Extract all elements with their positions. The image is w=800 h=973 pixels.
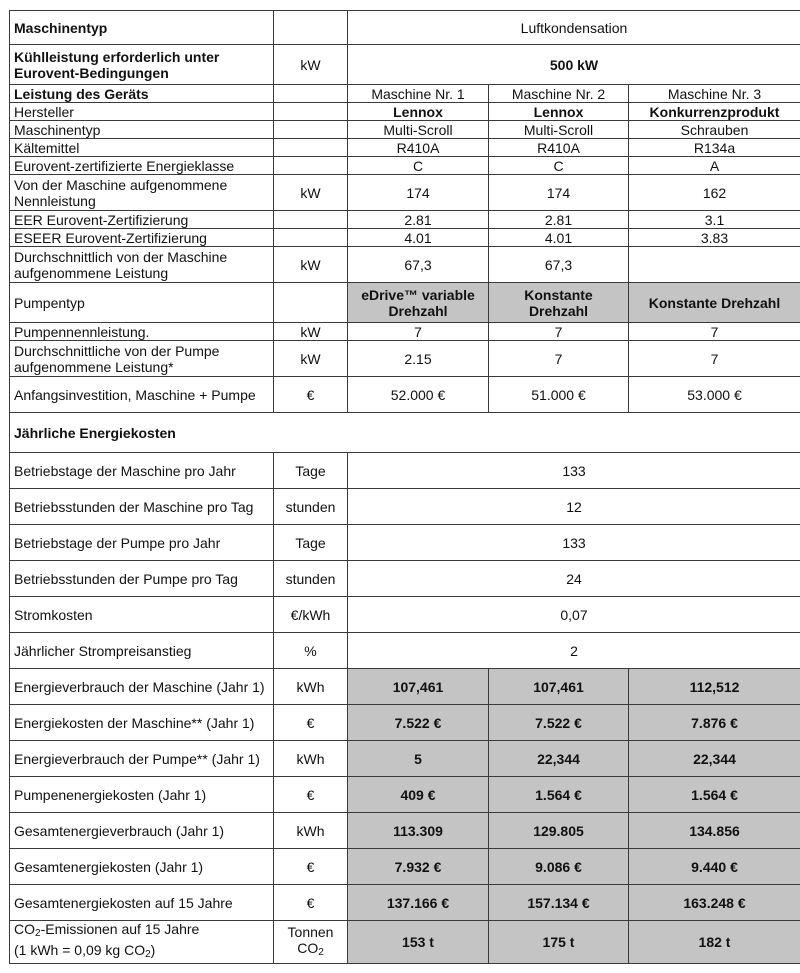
common-value: 24: [348, 561, 800, 597]
common-label: Betriebstage der Maschine pro Jahr: [10, 453, 274, 489]
machine-3-header: Maschine Nr. 3: [629, 85, 800, 103]
common-unit: €/kWh: [274, 597, 348, 633]
common-unit: %: [274, 633, 348, 669]
result-value: 22,344: [629, 741, 800, 777]
result-value: 163.248 €: [629, 885, 800, 921]
machine-type-header-value: Luftkondensation: [348, 11, 800, 45]
common-unit: stunden: [274, 561, 348, 597]
machine-2-header: Maschine Nr. 2: [489, 85, 629, 103]
spec-value: C: [348, 157, 489, 175]
spec-label: Maschinentyp: [10, 121, 274, 139]
result-value: 22,344: [489, 741, 629, 777]
spec-value: 3.1: [629, 211, 800, 229]
pump-type-value: Konstante Drehzahl: [489, 283, 629, 323]
spec-value: 4.01: [489, 229, 629, 247]
spec-label: Eurovent-zertifizierte Energieklasse: [10, 157, 274, 175]
spec-value: 7: [348, 323, 489, 341]
common-row: [10, 633, 800, 669]
machine-type-header-label: Maschinentyp: [10, 11, 274, 45]
result-value: 113.309: [348, 813, 489, 849]
result-value: 9.086 €: [489, 849, 629, 885]
result-value: 5: [348, 741, 489, 777]
spec-value: 52.000 €: [348, 377, 489, 413]
spec-label: EER Eurovent-Zertifizierung: [10, 211, 274, 229]
pump-type-value: eDrive™ variable Drehzahl: [348, 283, 489, 323]
energy-comparison-table: [9, 10, 800, 964]
spec-value: Multi-Scroll: [489, 121, 629, 139]
common-value: 133: [348, 525, 800, 561]
spec-label: Von der Maschine aufgenommene Nennleistung: [10, 175, 274, 211]
section-title: Jährliche Energiekosten: [10, 413, 800, 453]
spec-value: 2.15: [348, 341, 489, 377]
result-row: [10, 669, 800, 705]
common-label: Betriebsstunden der Pumpe pro Tag: [10, 561, 274, 597]
spec-value: 7: [629, 323, 800, 341]
spec-value: Schrauben: [629, 121, 800, 139]
result-value: 7.522 €: [489, 705, 629, 741]
result-label: Energiekosten der Maschine** (Jahr 1): [10, 705, 274, 741]
spec-label: Kältemittel: [10, 139, 274, 157]
result-unit: €: [274, 849, 348, 885]
result-label: Gesamtenergiekosten (Jahr 1): [10, 849, 274, 885]
spec-unit: [274, 157, 348, 175]
result-label: Gesamtenergiekosten auf 15 Jahre: [10, 885, 274, 921]
common-row: [10, 525, 800, 561]
spec-value: Multi-Scroll: [348, 121, 489, 139]
spec-unit: kW: [274, 323, 348, 341]
spec-value: 162: [629, 175, 800, 211]
section-title-row: [10, 413, 800, 453]
spec-row: [10, 103, 800, 121]
common-value: 133: [348, 453, 800, 489]
spec-value: 53.000 €: [629, 377, 800, 413]
common-label: Jährlicher Strompreisanstieg: [10, 633, 274, 669]
result-unit: €: [274, 705, 348, 741]
result-value: 7.522 €: [348, 705, 489, 741]
result-row: [10, 705, 800, 741]
spec-label: Pumpentyp: [10, 283, 274, 323]
result-row: [10, 885, 800, 921]
spec-row: [10, 139, 800, 157]
spec-row: [10, 341, 800, 377]
result-value: 9.440 €: [629, 849, 800, 885]
spec-value: 3.83: [629, 229, 800, 247]
co2-value: 182 t: [629, 921, 800, 964]
spec-value: 51.000 €: [489, 377, 629, 413]
spec-value: 4.01: [348, 229, 489, 247]
spec-value: R410A: [489, 139, 629, 157]
result-value: 112,512: [629, 669, 800, 705]
result-value: 1.564 €: [489, 777, 629, 813]
result-value: 409 €: [348, 777, 489, 813]
spec-value: 67,3: [348, 247, 489, 283]
result-value: 157.134 €: [489, 885, 629, 921]
spec-label: Pumpennennleistung.: [10, 323, 274, 341]
machine-1-header: Maschine Nr. 1: [348, 85, 489, 103]
common-value: 12: [348, 489, 800, 525]
common-unit: Tage: [274, 453, 348, 489]
spec-value: 7: [629, 341, 800, 377]
common-value: 0,07: [348, 597, 800, 633]
result-label: Energieverbrauch der Maschine (Jahr 1): [10, 669, 274, 705]
co2-row: [10, 921, 800, 964]
performance-header-row: [10, 85, 800, 103]
performance-label: Leistung des Geräts: [10, 85, 274, 103]
result-value: 1.564 €: [629, 777, 800, 813]
spec-label: Hersteller: [10, 103, 274, 121]
common-row: [10, 489, 800, 525]
spec-value: 2.81: [348, 211, 489, 229]
common-unit: stunden: [274, 489, 348, 525]
result-row: [10, 777, 800, 813]
common-row: [10, 453, 800, 489]
cooling-capacity-unit: kW: [274, 45, 348, 85]
spec-row: [10, 211, 800, 229]
spec-value: [629, 247, 800, 283]
spec-row: [10, 247, 800, 283]
co2-value: 175 t: [489, 921, 629, 964]
spec-unit: [274, 103, 348, 121]
spec-unit: [274, 283, 348, 323]
result-label: Gesamtenergieverbrauch (Jahr 1): [10, 813, 274, 849]
result-row: [10, 813, 800, 849]
spec-value: Lennox: [348, 103, 489, 121]
result-row: [10, 849, 800, 885]
result-value: 134.856: [629, 813, 800, 849]
spec-unit: kW: [274, 247, 348, 283]
result-row: [10, 741, 800, 777]
common-row: [10, 597, 800, 633]
spec-value: Konkurrenzprodukt: [629, 103, 800, 121]
result-label: Energieverbrauch der Pumpe** (Jahr 1): [10, 741, 274, 777]
result-unit: kWh: [274, 813, 348, 849]
spec-row: [10, 157, 800, 175]
spec-unit: €: [274, 377, 348, 413]
common-label: Betriebsstunden der Maschine pro Tag: [10, 489, 274, 525]
result-value: 107,461: [348, 669, 489, 705]
common-label: Betriebstage der Pumpe pro Jahr: [10, 525, 274, 561]
cooling-capacity-label: Kühlleistung erforderlich unter Eurovent-Bedingungen: [10, 45, 274, 85]
result-value: 107,461: [489, 669, 629, 705]
pump-type-row: [10, 283, 800, 323]
result-value: 129.805: [489, 813, 629, 849]
result-unit: kWh: [274, 669, 348, 705]
spec-unit: kW: [274, 175, 348, 211]
result-value: 7.932 €: [348, 849, 489, 885]
common-row: [10, 561, 800, 597]
spec-value: 67,3: [489, 247, 629, 283]
spec-value: A: [629, 157, 800, 175]
spec-value: R410A: [348, 139, 489, 157]
co2-value: 153 t: [348, 921, 489, 964]
result-label: Pumpenenergiekosten (Jahr 1): [10, 777, 274, 813]
result-value: 7.876 €: [629, 705, 800, 741]
cooling-capacity-row: [10, 45, 800, 85]
spec-value: 174: [489, 175, 629, 211]
spec-unit: kW: [274, 341, 348, 377]
common-label: Stromkosten: [10, 597, 274, 633]
spec-unit: [274, 211, 348, 229]
result-unit: kWh: [274, 741, 348, 777]
spec-row: [10, 229, 800, 247]
spec-label: Durchschnittliche von der Pumpe aufgenommene Leistung*: [10, 341, 274, 377]
co2-label: $CO_2$-Emissionen auf 15 Jahre (1 kWh = 0,09 kg $CO_2$): [10, 921, 274, 964]
spec-row: [10, 323, 800, 341]
spec-value: 7: [489, 341, 629, 377]
result-unit: €: [274, 885, 348, 921]
spec-row: [10, 377, 800, 413]
result-unit: €: [274, 777, 348, 813]
spec-value: 174: [348, 175, 489, 211]
spec-unit: [274, 121, 348, 139]
spec-value: 7: [489, 323, 629, 341]
pump-type-value: Konstante Drehzahl: [629, 283, 800, 323]
common-value: 2: [348, 633, 800, 669]
spec-label: ESEER Eurovent-Zertifizierung: [10, 229, 274, 247]
co2-unit: Tonnen $CO_2$: [274, 921, 348, 964]
spec-unit: [274, 139, 348, 157]
spec-label: Anfangsinvestition, Maschine + Pumpe: [10, 377, 274, 413]
spec-row: [10, 121, 800, 139]
spec-value: R134a: [629, 139, 800, 157]
spec-value: C: [489, 157, 629, 175]
spec-label: Durchschnittlich von der Maschine aufgenommene Leistung: [10, 247, 274, 283]
common-unit: Tage: [274, 525, 348, 561]
result-value: 137.166 €: [348, 885, 489, 921]
spec-value: 2.81: [489, 211, 629, 229]
machine-type-header-row: [10, 11, 800, 45]
spec-row: [10, 175, 800, 211]
spec-unit: [274, 229, 348, 247]
cooling-capacity-value: 500 kW: [348, 45, 800, 85]
spec-value: Lennox: [489, 103, 629, 121]
